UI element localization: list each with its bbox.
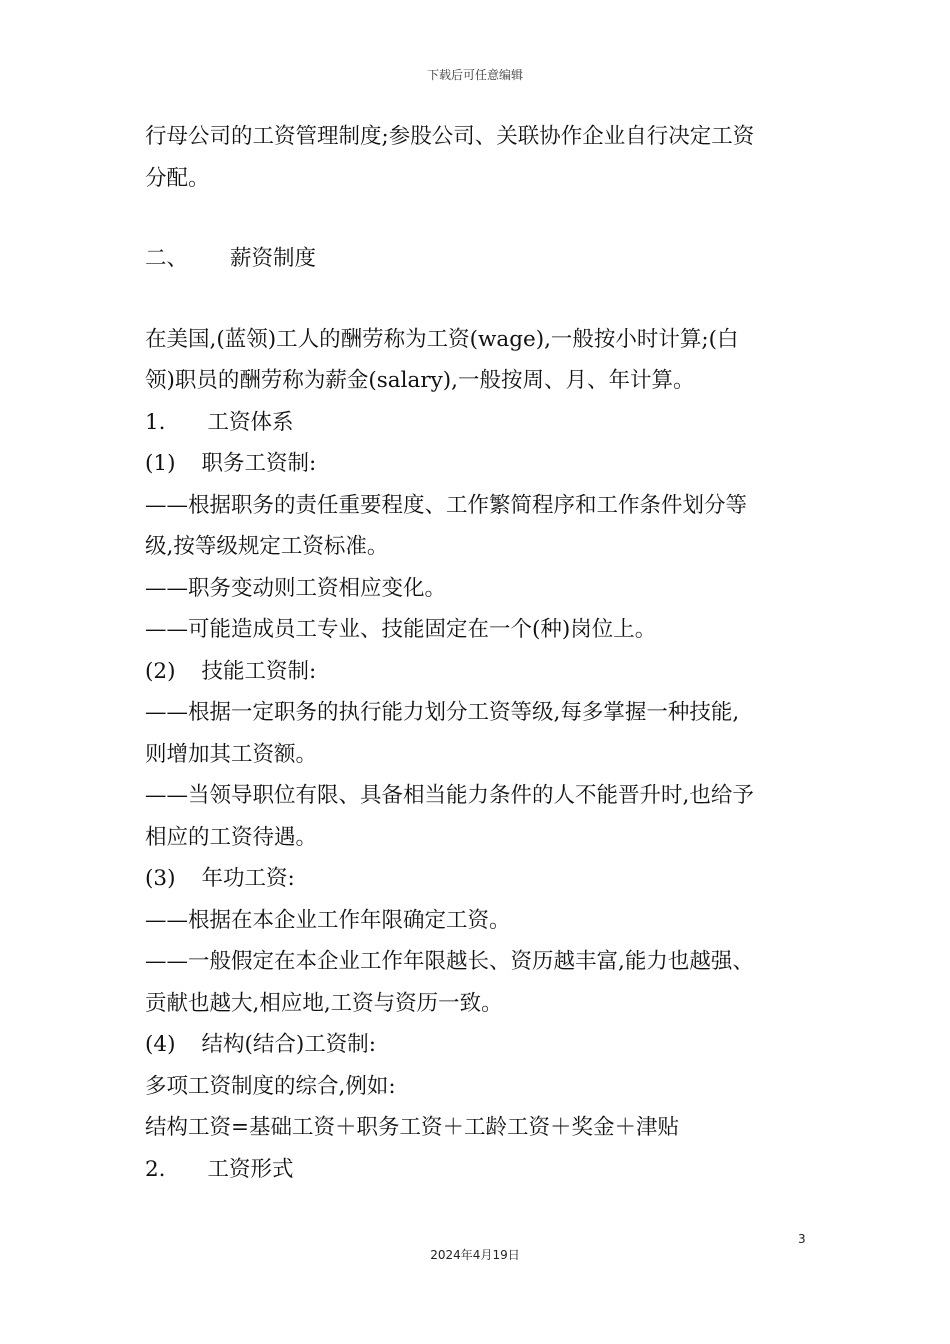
sub-item-heading	[145, 443, 815, 485]
list-title: 工资体系	[207, 409, 294, 435]
paragraph-line: 贡献也越大,相应地,工资与资历一致。	[145, 990, 503, 1016]
page-header: 下载后可任意编辑	[426, 68, 523, 82]
paragraph-line: ——可能造成员工专业、技能固定在一个(种)岗位上。	[145, 617, 657, 642]
paragraph-line: 领)职员的酬劳称为薪金(salary),一般按周、月、年计算。	[145, 368, 695, 393]
sub-item-heading	[145, 858, 815, 900]
list-item-heading	[145, 1149, 815, 1191]
document-body	[145, 116, 815, 1190]
paragraph-line: 级,按等级规定工资标准。	[145, 534, 389, 559]
paragraph-line: ——一般假定在本企业工作年限越长、资历越丰富,能力也越强、	[145, 949, 754, 974]
list-title: 工资形式	[207, 1156, 294, 1182]
list-number: 2.	[145, 1156, 166, 1182]
list-item-heading	[145, 402, 815, 444]
paragraph-line: 行母公司的工资管理制度;参股公司、关联协作企业自行决定工资	[145, 124, 755, 149]
paragraph-line: 分配。	[145, 165, 210, 191]
formula-line: 结构工资=基础工资＋职务工资＋工龄工资＋奖金＋津贴	[145, 1115, 680, 1140]
section-heading	[145, 238, 815, 280]
paragraph-line: ——根据一定职务的执行能力划分工资等级,每多掌握一种技能,	[145, 700, 740, 725]
sub-item-title: 结构(结合)工资制:	[201, 1032, 376, 1057]
sub-item-title: 年功工资:	[201, 866, 295, 891]
paragraph-line: ——根据在本企业工作年限确定工资。	[145, 907, 511, 933]
sub-item-number: (4)	[145, 1032, 176, 1057]
sub-item-number: (1)	[145, 451, 176, 476]
paragraph-line: ——根据职务的责任重要程度、工作繁简程序和工作条件划分等	[145, 492, 748, 518]
paragraph-line: 则增加其工资额。	[145, 741, 318, 767]
sub-item-number: (2)	[145, 658, 176, 684]
sub-item-heading	[145, 651, 815, 693]
footer-date: 2024年4月19日	[430, 1248, 520, 1262]
paragraph-line: ——当领导职位有限、具备相当能力条件的人不能晋升时,也给予	[145, 783, 754, 808]
sub-item-number: (3)	[145, 866, 176, 891]
sub-item-heading	[145, 1024, 815, 1066]
list-number: 1.	[145, 409, 166, 435]
page-number: 3	[798, 1232, 806, 1246]
paragraph-line: 多项工资制度的综合,例如:	[145, 1073, 396, 1099]
sub-item-title: 技能工资制:	[201, 658, 317, 684]
paragraph-line: ——职务变动则工资相应变化。	[145, 575, 447, 601]
section-title: 薪资制度	[230, 246, 317, 271]
paragraph-line: 相应的工资待遇。	[145, 824, 318, 850]
paragraph-line: 在美国,(蓝领)工人的酬劳称为工资(wage),一般按小时计算;(白	[145, 326, 739, 352]
section-number: 二、	[145, 246, 189, 271]
sub-item-title: 职务工资制:	[201, 451, 317, 476]
